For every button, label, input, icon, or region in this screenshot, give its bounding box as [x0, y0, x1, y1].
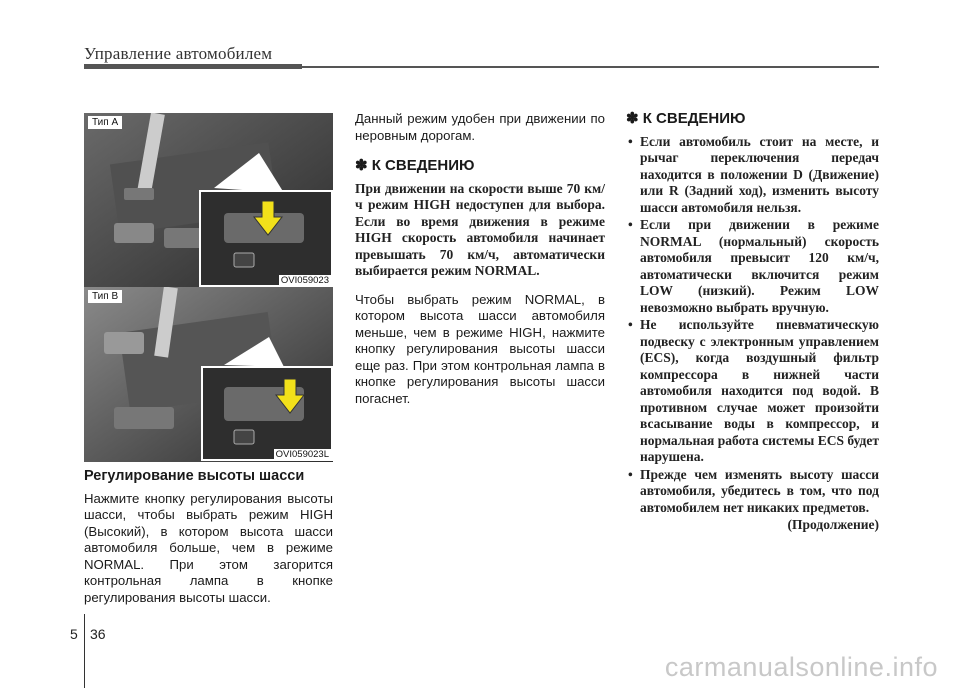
page-title: Управление автомобилем: [84, 44, 273, 63]
paragraph: Данный режим удобен при движении по неровным дорогам.: [355, 111, 605, 143]
figure-type-b: [84, 287, 333, 462]
page-number: 36: [90, 626, 106, 642]
list-item: • Прежде чем изменять высоту шасси автомобиля, убедитесь в том, что под автомобилем нет никаких предметов.: [626, 467, 879, 517]
footer-divider: [84, 614, 85, 688]
console-photo-a: [84, 113, 333, 288]
paragraph: Чтобы выбрать режим NORMAL, в котором высота шасси автомобиля меньше, чем в режиме HIGH, нажмите кнопку регулирования высоты шасси еще раз. При этом контрольная лампа в кнопке регулирования высоты шасси погаснет.: [355, 291, 605, 406]
section-number: 5: [70, 626, 78, 642]
note-title: ✽ К СВЕДЕНИЮ: [626, 110, 746, 127]
column-3: [626, 111, 879, 534]
list-item: • Не используйте пневматическую подвеску с электронным управлением (ECS), когда воздушный фильтр компрессора в нижней части автомобиля находится под водой. В противном случае может произойти всасывание воды в компрессор, и нормальная работа системы ECS будет нарушена.: [626, 317, 879, 466]
note-list: [626, 134, 879, 517]
section-heading: Регулирование высоты шасси: [84, 468, 305, 484]
figure-label-a: Тип A: [88, 116, 122, 129]
figure-type-a: [84, 113, 333, 288]
list-item: • Если автомобиль стоит на месте, и рычаг переключения передач находится в положении D (Движение) или R (Задний ход), изменить высоту шасси автомобиля нельзя.: [626, 134, 879, 217]
header-rule: [84, 66, 879, 68]
list-item: • Если при движении в режиме NORMAL (нормальный) скорость автомобиля превысит 120 км/ч, автоматически включится режим LOW (низкий). Режим LOW невозможно выбрать вручную.: [626, 217, 879, 316]
watermark: carmanualsonline.info: [664, 652, 938, 682]
note-text: При движении на скорости выше 70 км/ч режим HIGH недоступен для выбора. Если во время движения в режиме HIGH скорость автомобиля начинает превышать 70 км/ч, автоматически выбирается режим NORMAL.: [355, 180, 605, 278]
column-2: [355, 111, 605, 415]
figure-code-a: OVI059023: [280, 275, 329, 286]
column-1: [84, 468, 333, 614]
note-title: ✽ К СВЕДЕНИЮ: [355, 157, 475, 174]
figure-code-b: OVI059023L: [275, 449, 329, 460]
paragraph: Нажмите кнопку регулирования высоты шасси, чтобы выбрать режим HIGH (Высокий), в котором высота шасси автомобиля больше, чем в режиме NORMAL. При этом загорится контрольная лампа в кнопке регулирования высоты шасси.: [84, 490, 333, 605]
continued-label: (Продолжение): [787, 517, 879, 532]
console-photo-b: [84, 287, 333, 462]
figure-label-b: Тип B: [88, 290, 122, 303]
